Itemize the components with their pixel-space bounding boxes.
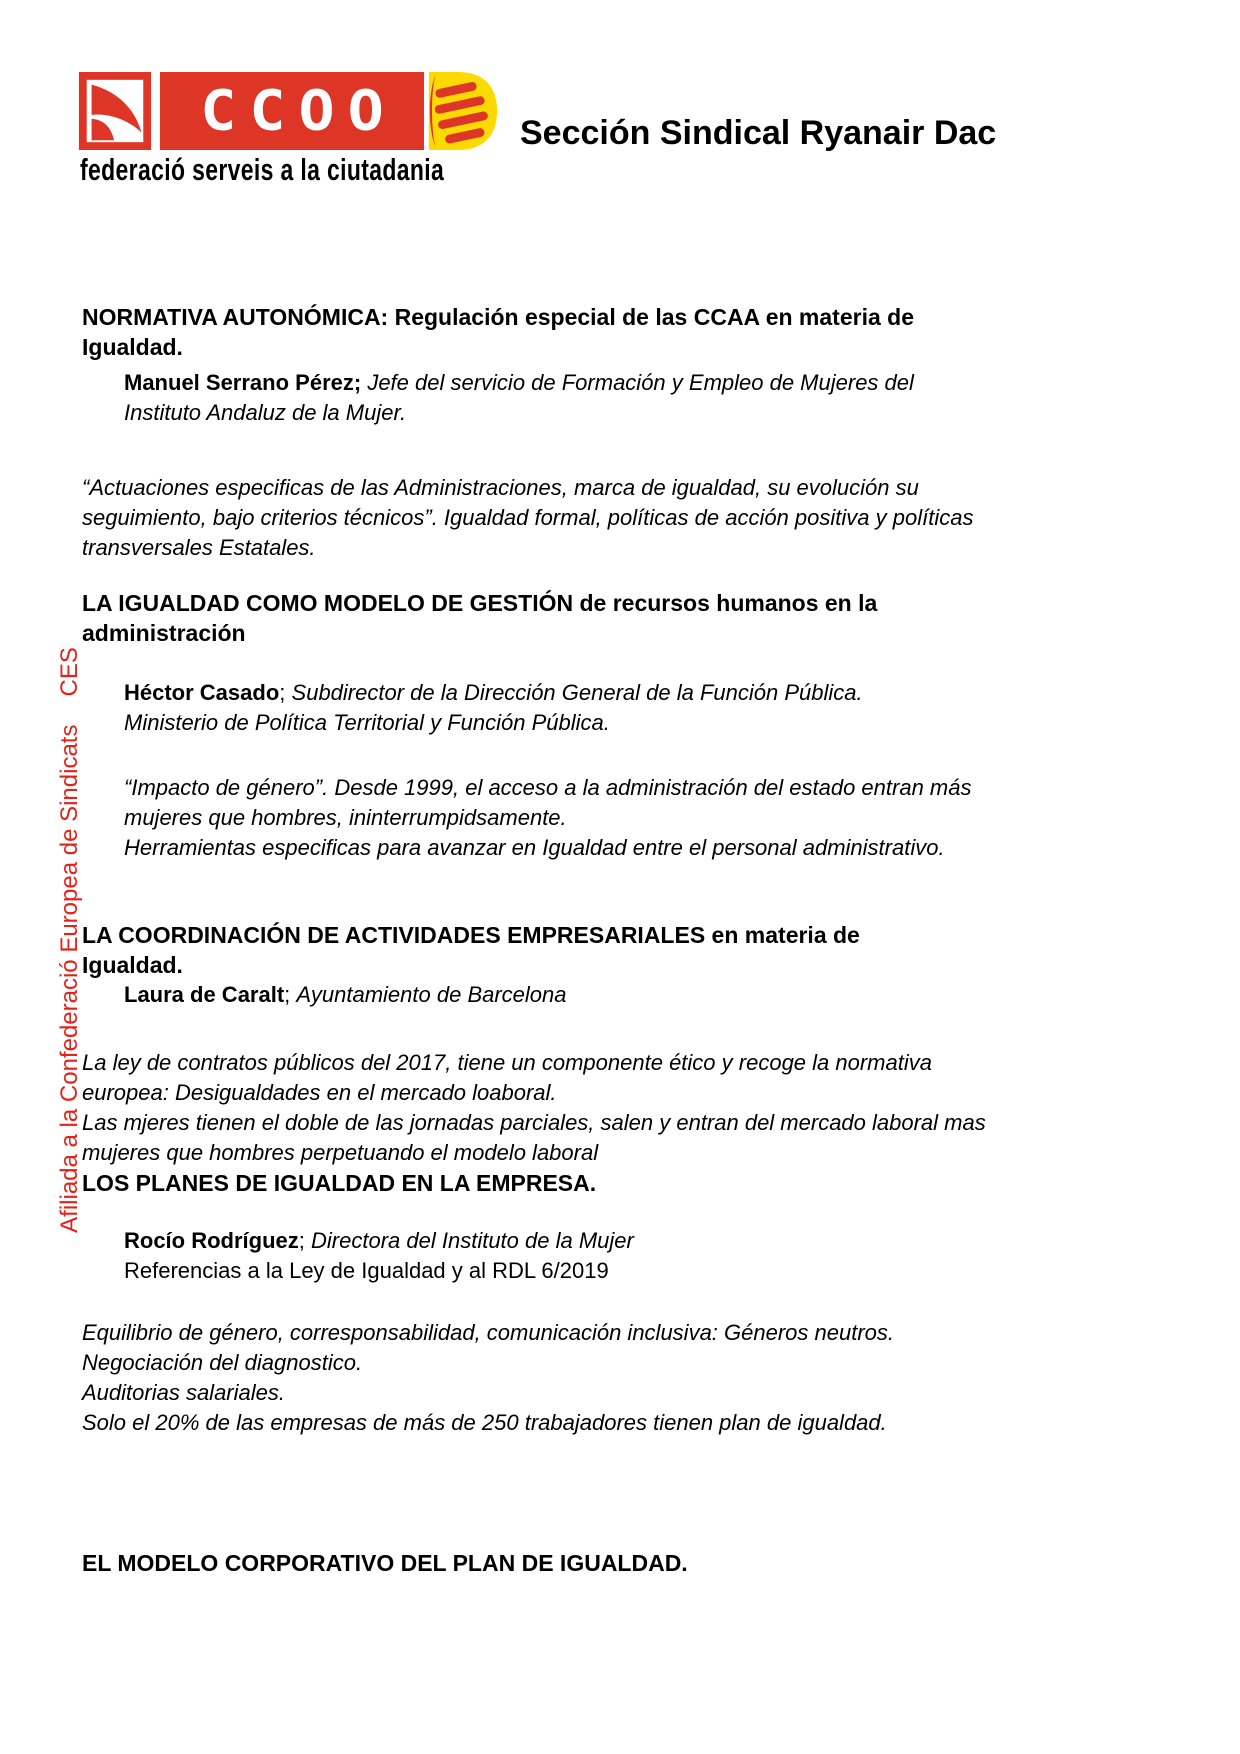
quote-line: transversales Estatales. [82,535,316,560]
ces-label: CES [56,647,83,697]
heading-line: administración [82,620,246,646]
quote-line: seguimiento, bajo criterios técnicos”. Igualdad formal, políticas de acción positiva y políticas [82,505,974,530]
speaker-role: Directora del Instituto de la Mujer [311,1228,634,1253]
quote-line: La ley de contratos públicos del 2017, tiene un componente ético y recoge la normativa [82,1050,932,1075]
speaker-name: Manuel Serrano Pérez; [124,370,362,395]
quote-paragraph-actuaciones [82,473,1022,563]
speaker-name: Héctor Casado [124,680,280,705]
speaker-name: Laura de Caralt [124,982,285,1007]
quote-line: mujeres que hombres, ininterrumpidsamente. [124,805,567,830]
section-heading-igualdad-gestion [82,588,1022,648]
quote-line: Las mjeres tienen el doble de las jornadas parciales, salen y entran del mercado laboral mas [82,1110,986,1135]
section-heading-modelo-corporativo [82,1548,1022,1578]
quote-line: Solo el 20% de las empresas de más de 250 trabajadores tienen plan de igualdad. [82,1410,887,1435]
section-heading-coordinacion [82,920,1022,980]
speaker-rodriguez: Rocío Rodríguez; Directora del Instituto de la Mujer Referencias a la Ley de Igualdad y al RDL 6/2019 [124,1228,634,1283]
heading-line: LOS PLANES DE IGUALDAD EN LA EMPRESA. [82,1170,597,1196]
heading-line: Igualdad. [82,334,183,360]
page-title: Sección Sindical Ryanair Dac [520,114,997,152]
heading-line: LA COORDINACIÓN DE ACTIVIDADES EMPRESARIALES en materia de [82,922,860,948]
heading-line: LA IGUALDAD COMO MODELO DE GESTIÓN de recursos humanos en la [82,590,878,616]
quote-line: europea: Desigualdades en el mercado loaboral. [82,1080,557,1105]
quote-line: Auditorias salariales. [82,1380,285,1405]
section-heading-normativa [82,302,1022,362]
affiliation-label: Afiliada a la Confederació Europea de Sindicats [56,724,83,1233]
quote-line: Herramientas especificas para avanzar en Igualdad entre el personal administrativo. [124,835,945,860]
speaker-role-continued: Instituto Andaluz de la Mujer. [124,400,407,425]
quote-paragraph-contratos [82,1048,1022,1168]
speaker-role: Ayuntamiento de Barcelona [296,982,567,1007]
ccoo-acronym-box [160,72,424,150]
speaker-role: Subdirector de la Dirección General de la Función Pública. [291,680,863,705]
section-heading-planes [82,1168,1022,1198]
quote-line: “Impacto de género”. Desde 1999, el acceso a la administración del estado entran más [124,775,972,800]
quote-paragraph-impacto [124,773,1022,863]
ccoo-logo [78,72,498,150]
catalan-flag-icon [426,72,498,150]
heading-line: Igualdad. [82,952,183,978]
speaker-role-continued: Ministerio de Política Territorial y Función Pública. [124,710,610,735]
speaker-caralt: Laura de Caralt; Ayuntamiento de Barcelona [124,982,567,1007]
quote-line: Equilibrio de género, corresponsabilidad, comunicación inclusiva: Géneros neutros. [82,1320,895,1345]
logo-subtitle: federació serveis a la ciutadania [80,152,445,187]
affiliation-vertical-text [56,647,84,1233]
speaker-extra-line: Referencias a la Ley de Igualdad y al RDL 6/2019 [124,1258,609,1283]
speaker-casado: Héctor Casado; Subdirector de la Dirección General de la Función Pública. Ministerio de Política Territorial y Función Pública. [124,680,863,735]
heading-line: EL MODELO CORPORATIVO DEL PLAN DE IGUALDAD. [82,1550,688,1576]
heading-line: NORMATIVA AUTONÓMICA: Regulación especial de las CCAA en materia de [82,304,914,330]
speaker-role: Jefe del servicio de Formación y Empleo de Mujeres del [367,370,914,395]
ccoo-emblem-icon [78,72,152,150]
speaker-name: Rocío Rodríguez [124,1228,299,1253]
quote-line: mujeres que hombres perpetuando el modelo laboral [82,1140,599,1165]
quote-paragraph-equilibrio [82,1318,1022,1438]
quote-line: “Actuaciones especificas de las Administraciones, marca de igualdad, su evolución su [82,475,919,500]
speaker-serrano [124,368,1022,428]
ccoo-acronym: CCOO [200,78,397,144]
quote-line: Negociación del diagnostico. [82,1350,363,1375]
document-body [82,302,1022,1578]
